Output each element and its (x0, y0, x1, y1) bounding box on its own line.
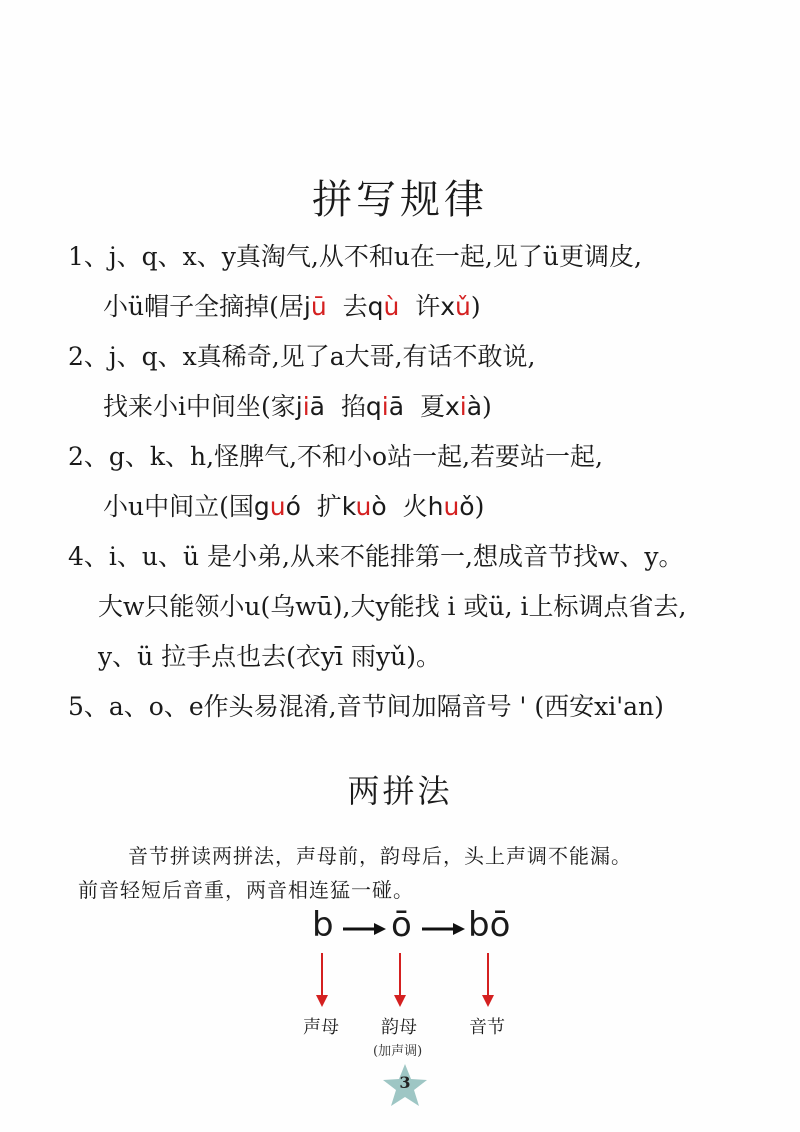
example-qia-char: 掐 (324, 392, 366, 421)
page-title: 拼写规律 (312, 177, 488, 223)
pinyin-qia-final: ā (388, 392, 405, 421)
example-qu-char: 去 (326, 292, 368, 321)
example-kuo-char: 扩 (300, 492, 342, 521)
rule-1-line-1: 1、j、q、x、y真淘气,从不和u在一起,见了ü更调皮, (68, 242, 642, 271)
pinyin-guo-medial: u (269, 492, 286, 521)
diagram-syllable: bō (468, 905, 511, 945)
intro-line-2: 前音轻短后音重，两音相连猛一碰。 (78, 878, 414, 902)
pinyin-huo-final: ǒ (459, 492, 475, 521)
example-xia-char: 夏 (404, 392, 445, 421)
pinyin-guo-initial: g (253, 492, 270, 521)
rule-5-line-1: 5、a、o、e作头易混淆,音节间加隔音号 ' (西安xi'an) (68, 692, 664, 721)
example-huo-char: 火 (386, 492, 428, 521)
pinyin-qia-initial: q (365, 392, 382, 421)
pinyin-huo-medial: u (443, 492, 460, 521)
rule-2-line-1: 2、j、q、x真稀奇,见了a大哥,有话不敢说, (68, 342, 536, 371)
pinyin-xia-medial: i (459, 392, 467, 421)
rule-1-close-paren: ) (470, 292, 481, 321)
down-arrow-icon (482, 953, 494, 1007)
rule-1-line-2 (103, 290, 800, 324)
pinyin-qia-medial: i (381, 392, 389, 421)
pinyin-ju-initial: j (303, 292, 311, 321)
rule-3-close-paren: ) (474, 492, 485, 521)
diagram-initial: b (312, 905, 334, 945)
label-initial: 声母 (303, 1017, 339, 1038)
pinyin-jia-final: ā (309, 392, 325, 421)
down-arrow-icon (316, 953, 328, 1007)
section-title: 两拼法 (347, 772, 453, 810)
pinyin-xia-final: à (466, 392, 483, 421)
label-final: 韵母 (381, 1017, 417, 1038)
example-xu-char: 许 (399, 292, 441, 321)
pinyin-xia-initial: x (444, 392, 460, 421)
pinyin-jia-medial: i (302, 392, 310, 421)
label-syllable: 音节 (469, 1017, 505, 1038)
pinyin-kuo-medial: u (355, 492, 372, 521)
rule-1-line-2-text: 小ü帽子全摘掉(居 (103, 292, 304, 321)
pinyin-xu-initial: x (440, 292, 456, 321)
label-final-note: (加声调) (373, 1044, 423, 1059)
rule-2-line-2-text: 找来小i中间坐(家 (103, 392, 296, 421)
rule-4-line-1: 4、i、u、ü 是小弟,从来不能排第一,想成音节找w、y。 (68, 542, 684, 571)
diagram-arrows (0, 905, 800, 1015)
pinyin-kuo-final: ò (371, 492, 387, 521)
page-number: 3 (399, 1073, 411, 1092)
down-arrow-icon (394, 953, 406, 1007)
right-arrow-icon (343, 923, 386, 935)
rule-4-line-2: 大w只能领小u(乌wū),大y能找 i 或ü, i上标调点省去, (98, 592, 687, 621)
pinyin-qu-vowel: ù (383, 292, 400, 321)
rule-2-close-paren: ) (482, 392, 492, 421)
pinyin-xu-vowel: ǔ (455, 292, 471, 321)
pinyin-jia-initial: j (295, 392, 303, 421)
pinyin-qu-initial: q (367, 292, 384, 321)
pinyin-kuo-initial: k (341, 492, 356, 521)
rule-2-line-2 (103, 390, 800, 424)
pinyin-huo-initial: h (427, 492, 444, 521)
rule-4-line-3: y、ü 拉手点也去(衣yī 雨yǔ)。 (98, 642, 441, 671)
rule-3-line-1: 2、g、k、h,怪脾气,不和小o站一起,若要站一起, (68, 442, 603, 471)
intro-line-1: 音节拼读两拼法，声母前，韵母后，头上声调不能漏。 (128, 844, 632, 868)
right-arrow-icon (422, 923, 465, 935)
rule-3-line-2 (103, 490, 800, 524)
pinyin-ju-vowel: ū (310, 292, 327, 321)
spelling-diagram (0, 905, 800, 1065)
diagram-final: ō (391, 905, 412, 945)
rule-3-line-2-text: 小u中间立(国 (103, 492, 254, 521)
pinyin-guo-final: ó (285, 492, 301, 521)
